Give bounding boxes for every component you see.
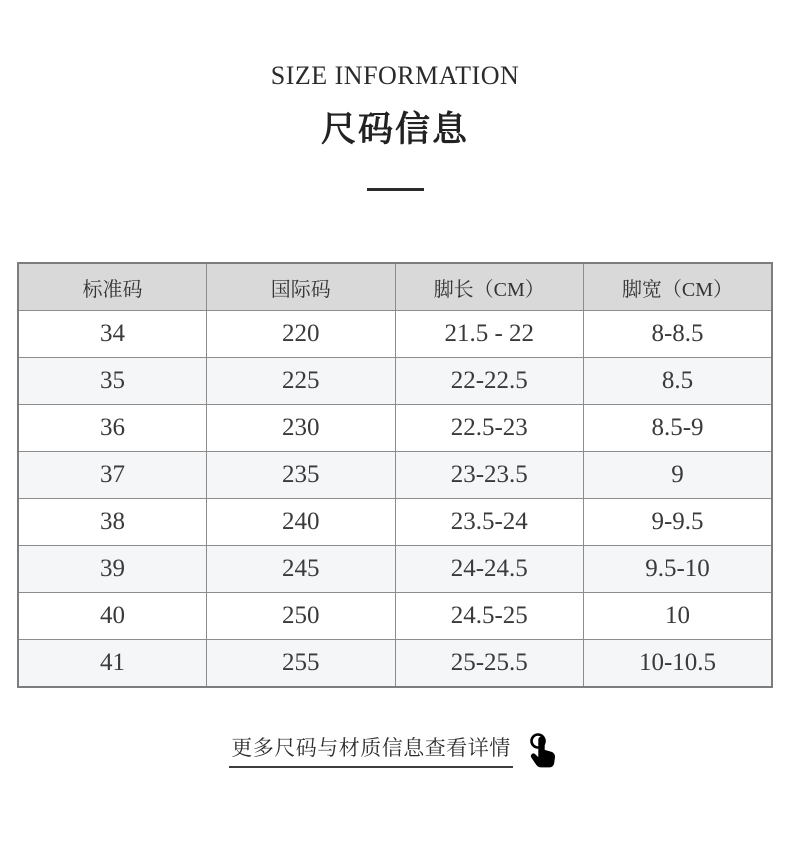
size-table (17, 262, 773, 688)
table-cell: 9 (584, 452, 773, 499)
table-cell: 235 (207, 452, 396, 499)
table-row (18, 499, 772, 546)
column-header: 脚长（CM） (395, 263, 584, 311)
table-row (18, 405, 772, 452)
table-cell: 36 (18, 405, 207, 452)
table-cell: 9.5-10 (584, 546, 773, 593)
table-row (18, 452, 772, 499)
header-row (18, 263, 772, 311)
table-cell: 255 (207, 640, 396, 688)
size-table-head (18, 263, 772, 311)
more-details-label[interactable]: 更多尺码与材质信息查看详情 (229, 735, 513, 768)
table-cell: 25-25.5 (395, 640, 584, 688)
table-cell: 35 (18, 358, 207, 405)
table-cell: 22-22.5 (395, 358, 584, 405)
table-cell: 23.5-24 (395, 499, 584, 546)
table-cell: 39 (18, 546, 207, 593)
table-cell: 10-10.5 (584, 640, 773, 688)
table-cell: 24-24.5 (395, 546, 584, 593)
table-row (18, 546, 772, 593)
table-cell: 8-8.5 (584, 311, 773, 358)
table-cell: 230 (207, 405, 396, 452)
table-cell: 10 (584, 593, 773, 640)
table-row (18, 593, 772, 640)
column-header: 标准码 (18, 263, 207, 311)
tap-hand-icon (525, 731, 561, 769)
table-cell: 40 (18, 593, 207, 640)
column-header: 脚宽（CM） (584, 263, 773, 311)
table-cell: 24.5-25 (395, 593, 584, 640)
table-cell: 240 (207, 499, 396, 546)
table-cell: 37 (18, 452, 207, 499)
table-cell: 250 (207, 593, 396, 640)
table-cell: 22.5-23 (395, 405, 584, 452)
page-title-en: SIZE INFORMATION (270, 61, 520, 90)
table-cell: 9-9.5 (584, 499, 773, 546)
table-cell: 245 (207, 546, 396, 593)
table-cell: 34 (18, 311, 207, 358)
table-cell: 38 (18, 499, 207, 546)
table-cell: 41 (18, 640, 207, 688)
size-table-body (18, 311, 772, 688)
table-cell: 8.5-9 (584, 405, 773, 452)
title-divider (367, 188, 424, 191)
table-cell: 8.5 (584, 358, 773, 405)
table-cell: 220 (207, 311, 396, 358)
table-row (18, 358, 772, 405)
table-cell: 225 (207, 358, 396, 405)
table-cell: 21.5 - 22 (395, 311, 584, 358)
table-cell: 23-23.5 (395, 452, 584, 499)
table-row (18, 311, 772, 358)
more-details-link[interactable] (0, 735, 790, 769)
column-header: 国际码 (207, 263, 396, 311)
page-title-zh: 尺码信息 (320, 110, 469, 149)
table-row (18, 640, 772, 688)
